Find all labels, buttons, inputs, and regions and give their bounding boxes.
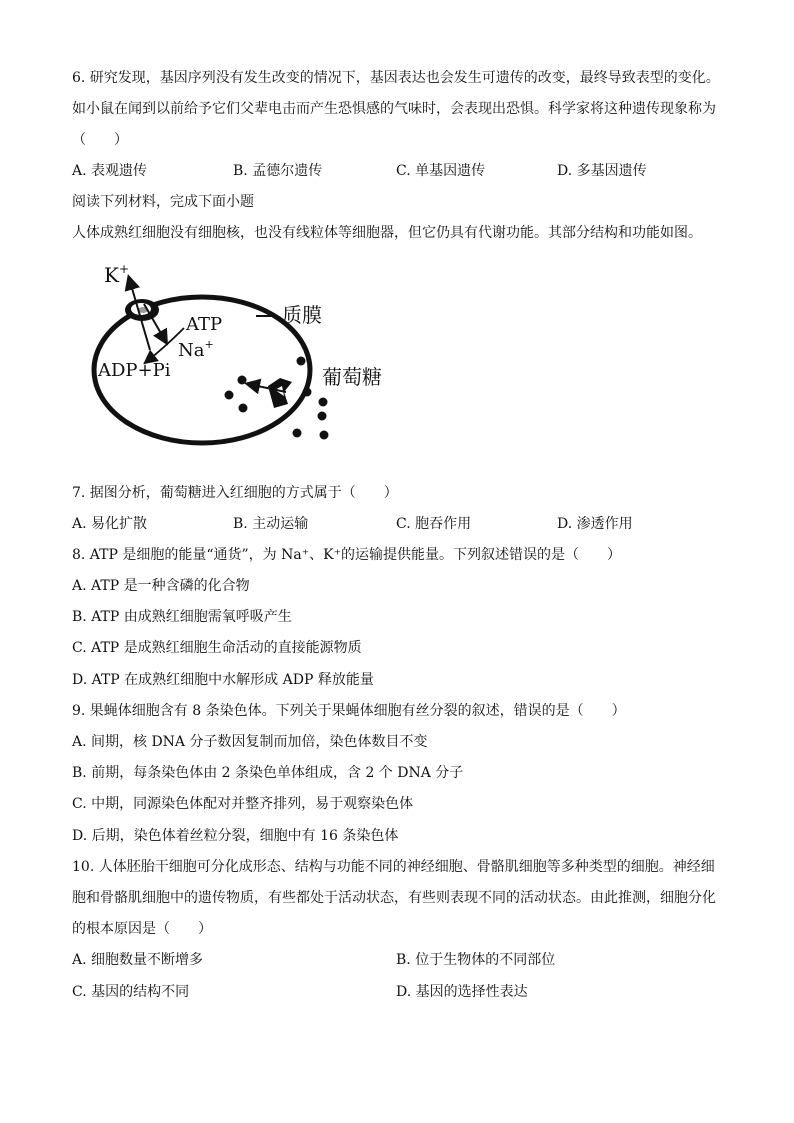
q9-option-b: B. 前期，每条染色体由 2 条染色单体组成，含 2 个 DNA 分子 <box>72 765 464 781</box>
q6-option-a: A. 表观遗传 <box>72 163 148 179</box>
q9-option-d: D. 后期，染色体着丝粒分裂，细胞中有 16 条染色体 <box>72 828 399 844</box>
q10-stem-line3: 的根本原因是（ ） <box>72 921 212 937</box>
membrane-label: 质膜 <box>282 303 322 327</box>
q6-stem-line1: 6. 研究发现，基因序列没有发生改变的情况下，基因表达也会发生可遗传的改变，最终导致表型的变化。 <box>72 70 720 86</box>
material-text: 人体成熟红细胞没有细胞核，也没有线粒体等细胞器，但它仍具有代谢功能。其部分结构和功能如图。 <box>72 225 702 241</box>
atp-label: ATP <box>186 314 223 335</box>
q6-stem-line3: （ ） <box>72 132 128 148</box>
q7-option-a: A. 易化扩散 <box>72 516 148 532</box>
material-intro: 阅读下列材料，完成下面小题 <box>72 194 254 210</box>
q8-option-a: A. ATP 是一种含磷的化合物 <box>72 578 250 594</box>
q6-option-c: C. 单基因遗传 <box>396 163 486 179</box>
q8-stem: 8. ATP 是细胞的能量“通货”，为 Na⁺、K⁺的运输提供能量。下列叙述错误的是（ ） <box>72 547 621 563</box>
q8-option-b: B. ATP 由成熟红细胞需氧呼吸产生 <box>72 609 292 625</box>
q9-option-a: A. 间期，核 DNA 分子数因复制而加倍，染色体数目不变 <box>72 734 428 750</box>
q6-option-d: D. 多基因遗传 <box>557 163 647 179</box>
q7-option-c: C. 胞吞作用 <box>396 516 472 532</box>
q6-stem-line2: 如小鼠在闻到以前给予它们父辈电击而产生恐惧感的气味时，会表现出恐惧。科学家将这种遗传现象称为 <box>72 101 716 117</box>
q6-option-b: B. 孟德尔遗传 <box>233 163 323 179</box>
q10-option-b: B. 位于生物体的不同部位 <box>396 952 556 968</box>
q9-stem: 9. 果蝇体细胞含有 8 条染色体。下列关于果蝇体细胞有丝分裂的叙述，错误的是（ ） <box>72 703 626 719</box>
q10-option-a: A. 细胞数量不断增多 <box>72 952 204 968</box>
na-ion-label: Na+ <box>178 338 214 361</box>
k-ion-label: K+ <box>104 262 130 287</box>
q8-option-d: D. ATP 在成熟红细胞中水解形成 ADP 释放能量 <box>72 672 374 688</box>
q10-option-c: C. 基因的结构不同 <box>72 984 190 1000</box>
glucose-transporter-icon <box>268 378 292 408</box>
q10-stem-line1: 10. 人体胚胎干细胞可分化成形态、结构与功能不同的神经细胞、骨骼肌细胞等多种类型的细胞。神经细 <box>72 859 715 875</box>
q10-stem-line2: 胞和骨骼肌细胞中的遗传物质，有些都处于活动状态，有些则表现不同的活动状态。由此推测，细胞分化 <box>72 890 716 906</box>
adp-label: ADP+Pi <box>98 360 171 381</box>
q7-option-b: B. 主动运输 <box>233 516 309 532</box>
glucose-label: 葡萄糖 <box>322 365 382 389</box>
q7-stem: 7. 据图分析，葡萄糖进入红细胞的方式属于（ ） <box>72 485 398 501</box>
q10-option-d: D. 基因的选择性表达 <box>396 984 528 1000</box>
q8-option-c: C. ATP 是成熟红细胞生命活动的直接能源物质 <box>72 640 362 656</box>
ion-pump-icon <box>125 299 159 321</box>
q9-option-c: C. 中期，同源染色体配对并整齐排列，易于观察染色体 <box>72 796 414 812</box>
red-blood-cell-figure <box>86 258 406 448</box>
q7-option-d: D. 渗透作用 <box>557 516 633 532</box>
